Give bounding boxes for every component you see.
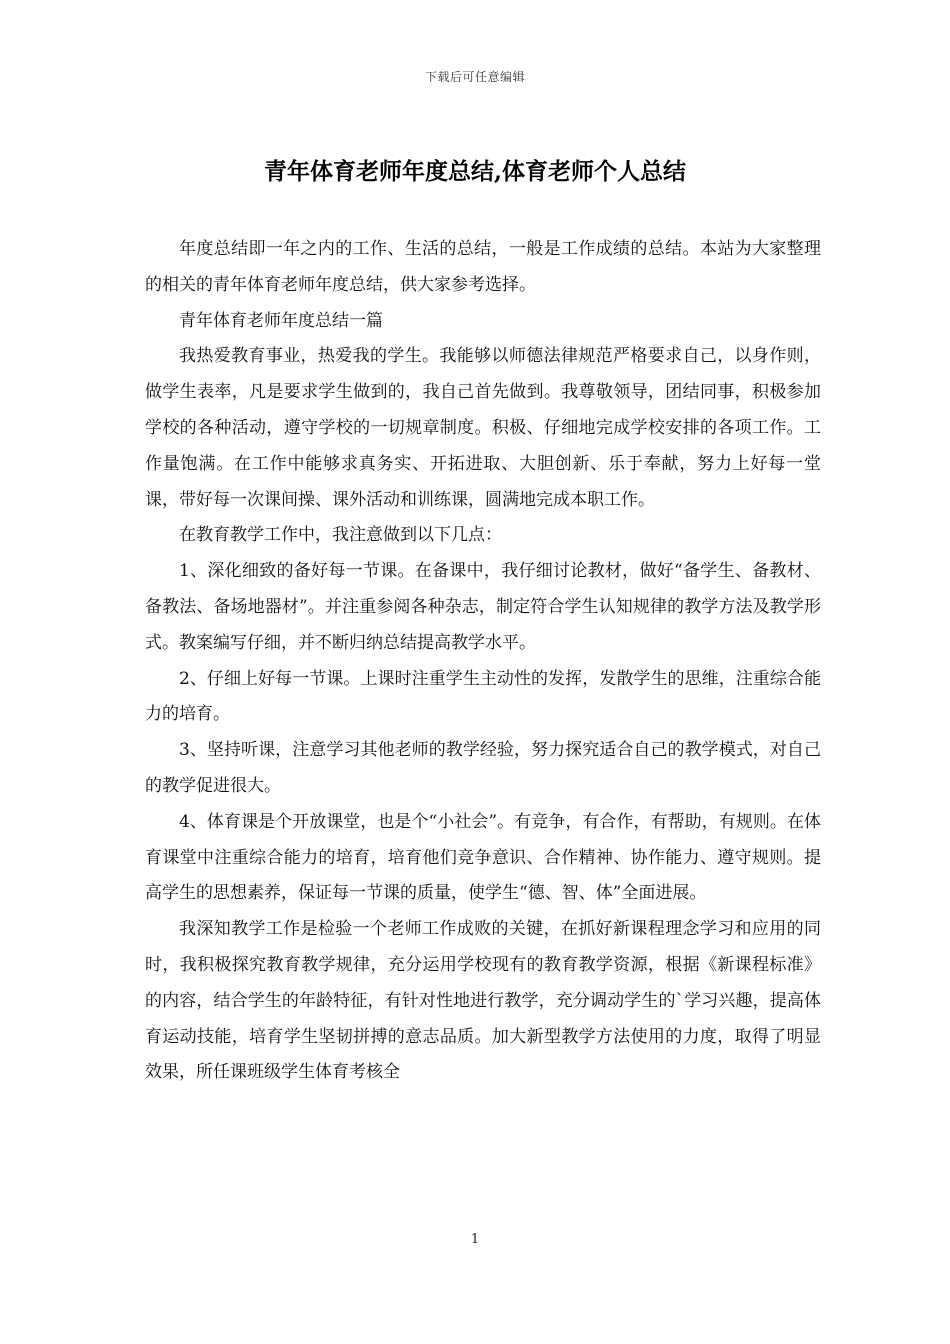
- page-number: 1: [470, 1232, 480, 1247]
- paragraph: 我深知教学工作是检验一个老师工作成败的关键，在抓好新课程理念学习和应用的同时，我积极探究教育教学规律，充分运用学校现有的教育教学资源，根据《新课程标准》的内容，结合学生的年龄特征，有针对性地进行教学，充分调动学生的`学习兴趣，提高体育运动技能，培育学生坚韧拼搏的意志品质。加大新型教学方法使用的力度，取得了明显效果，所任课班级学生体育考核全: [145, 919, 821, 1083]
- document-body: [145, 232, 821, 1091]
- list-item: 4、体育课是个开放课堂，也是个“小社会”。有竞争，有合作，有帮助，有规则。在体育课堂中注重综合能力的培育，培育他们竞争意识、合作精神、协作能力、遵守规则。提高学生的思想素养，保证每一节课的质量，使学生“德、智、体”全面进展。: [145, 811, 821, 904]
- paragraph-intro: 年度总结即一年之内的工作、生活的总结，一般是工作成绩的总结。本站为大家整理的相关的青年体育老师年度总结，供大家参考选择。: [145, 239, 821, 295]
- section-heading: 青年体育老师年度总结一篇: [179, 310, 383, 331]
- list-item: 3、坚持听课，注意学习其他老师的教学经验，努力探究适合自己的教学模式，对自己的教学促进很大。: [145, 740, 821, 796]
- document-title: 青年体育老师年度总结,体育老师个人总结: [263, 158, 686, 185]
- list-item: 1、深化细致的备好每一节课。在备课中，我仔细讨论教材，做好“备学生、备教材、备教法、备场地器材”。并注重参阅各种杂志，制定符合学生认知规律的教学方法及教学形式。教案编写仔细，并不断归纳总结提高教学水平。: [145, 561, 821, 653]
- header-note: 下载后可任意编辑: [424, 70, 525, 84]
- paragraph: 我热爱教育事业，热爱我的学生。我能够以师德法律规范严格要求自己，以身作则，做学生表率，凡是要求学生做到的，我自己首先做到。我尊敬领导，团结同事，积极参加学校的各种活动，遵守学校的一切规章制度。积极、仔细地完成学校安排的各项工作。工作量饱满。在工作中能够求真务实、开拓进取、大胆创新、乐于奉献，努力上好每一堂课，带好每一次课间操、课外活动和训练课，圆满地完成本职工作。: [145, 346, 821, 510]
- paragraph: 在教育教学工作中，我注意做到以下几点：: [179, 525, 502, 546]
- list-item: 2、仔细上好每一节课。上课时注重学生主动性的发挥，发散学生的思维，注重综合能力的培育。: [145, 668, 821, 725]
